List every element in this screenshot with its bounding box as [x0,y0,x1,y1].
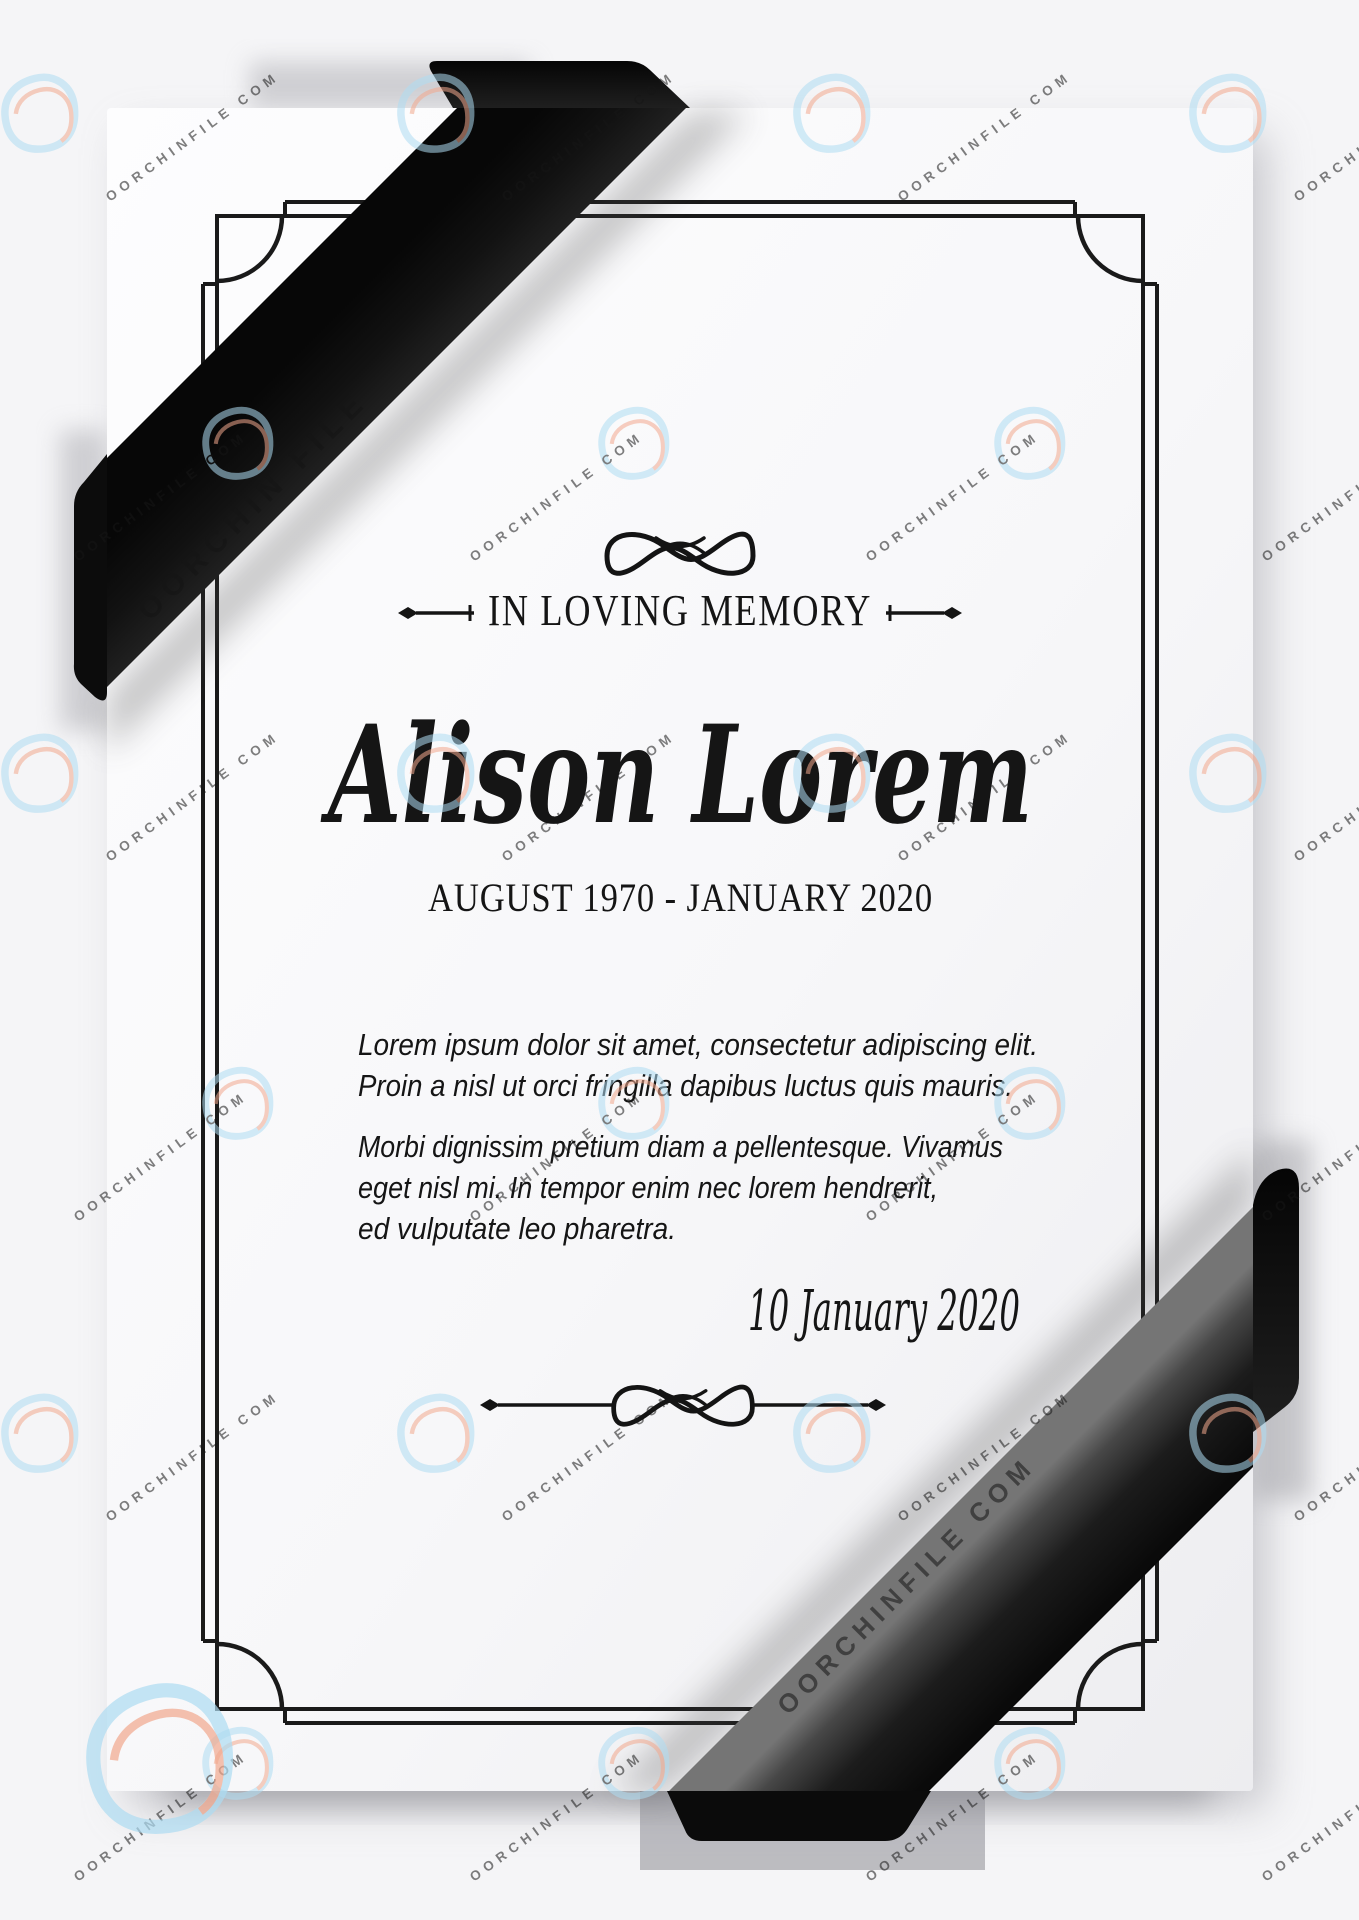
ribbon-watermark-text: OORCHIN FILE [131,383,375,627]
ribbon-watermark-text: OORCHINFILE COM [771,1450,1042,1721]
